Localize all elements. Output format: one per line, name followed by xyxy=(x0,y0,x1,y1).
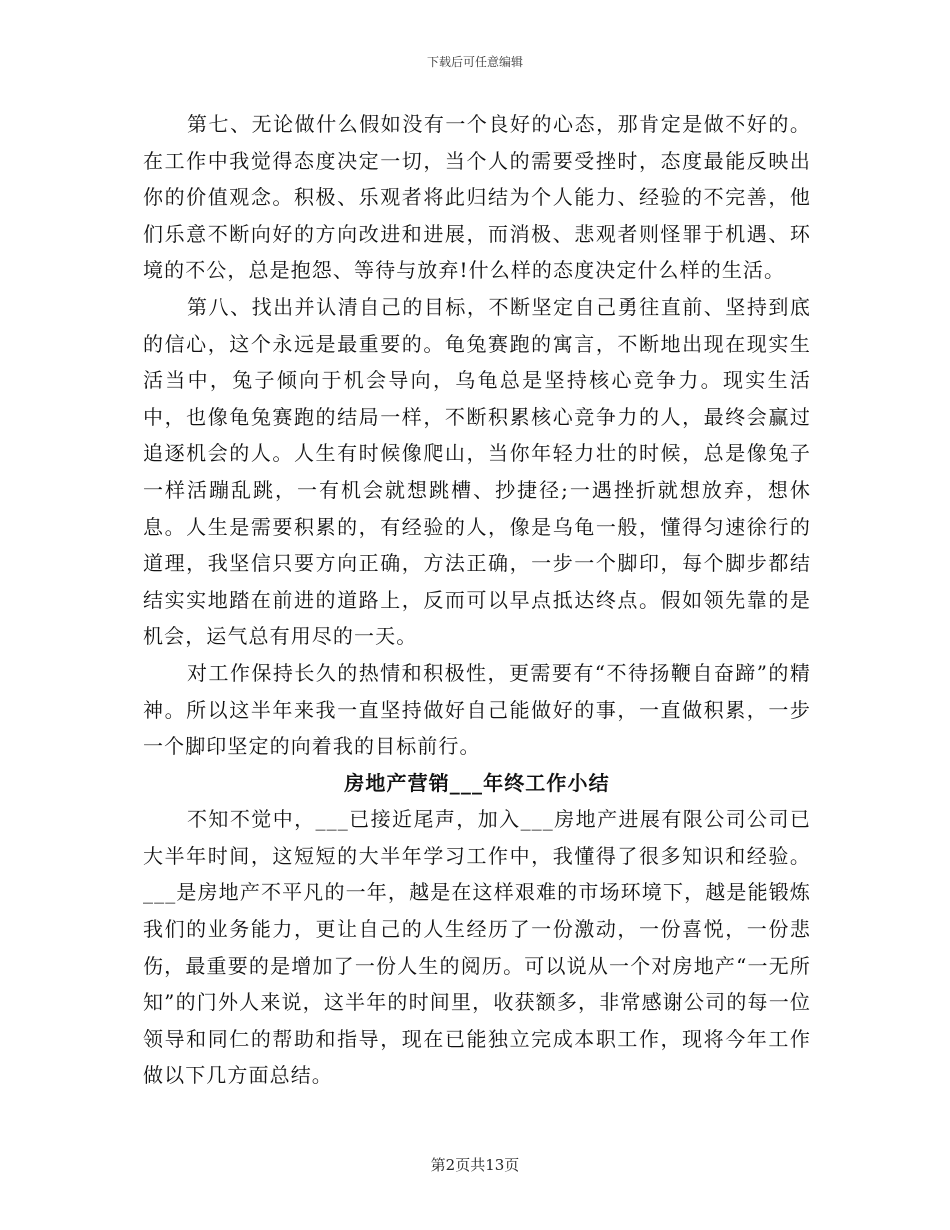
page-header: 下载后可任意编辑 xyxy=(426,55,523,69)
paragraph-eighth-point: 第八、找出并认清自己的目标，不断坚定自己勇往直前、坚持到底的信心，这个永远是最重要的。龟兔赛跑的寓言，不断地出现在现实生活当中，兔子倾向于机会导向，乌龟总是坚持核心竞争力。现实生活中，也像龟兔赛跑的结局一样，不断积累核心竞争力的人，最终会赢过追逐机会的人。人生有时候像爬山，当你年轻力壮的时候，总是像兔子一样活蹦乱跳，一有机会就想跳槽、抄捷径;一遇挫折就想放弃，想休息。人生是需要积累的，有经验的人，像是乌龟一般，懂得匀速徐行的道理，我坚信只要方向正确，方法正确，一步一个脚印，每个脚步都结结实实地踏在前进的道路上，反而可以早点抵达终点。假如领先靠的是机会，运气总有用尽的一天。 xyxy=(143,294,811,649)
document-body xyxy=(143,106,811,1094)
section-title: 房地产营销___年终工作小结 xyxy=(344,770,610,795)
paragraph-seventh-point: 第七、无论做什么假如没有一个良好的心态，那肯定是做不好的。在工作中我觉得态度决定一切，当个人的需要受挫时，态度最能反映出你的价值观念。积极、乐观者将此归结为个人能力、经验的不完善，他们乐意不断向好的方向改进和进展，而消极、悲观者则怪罪于机遇、环境的不公，总是抱怨、等待与放弃!什么样的态度决定什么样的生活。 xyxy=(143,112,811,283)
paragraph-work-enthusiasm: 对工作保持长久的热情和积极性，更需要有“不待扬鞭自奋蹄”的精神。所以这半年来我一直坚持做好自己能做好的事，一直做积累，一步一个脚印坚定的向着我的目标前行。 xyxy=(143,660,811,759)
paragraph-summary-intro: 不知不觉中，___已接近尾声，加入___房地产进展有限公司公司已大半年时间，这短短的大半年学习工作中，我懂得了很多知识和经验。___是房地产不平凡的一年，越是在这样艰难的市场环境下，越是能锻炼我们的业务能力，更让自己的人生经历了一份激动，一份喜悦，一份悲伤，最重要的是增加了一份人生的阅历。可以说从一个对房地产“一无所知”的门外人来说，这半年的时间里，收获额多，非常感谢公司的每一位领导和同仁的帮助和指导，现在已能独立完成本职工作，现将今年工作做以下几方面总结。 xyxy=(143,807,811,1088)
page-number: 第2页共13页 xyxy=(430,1156,520,1174)
